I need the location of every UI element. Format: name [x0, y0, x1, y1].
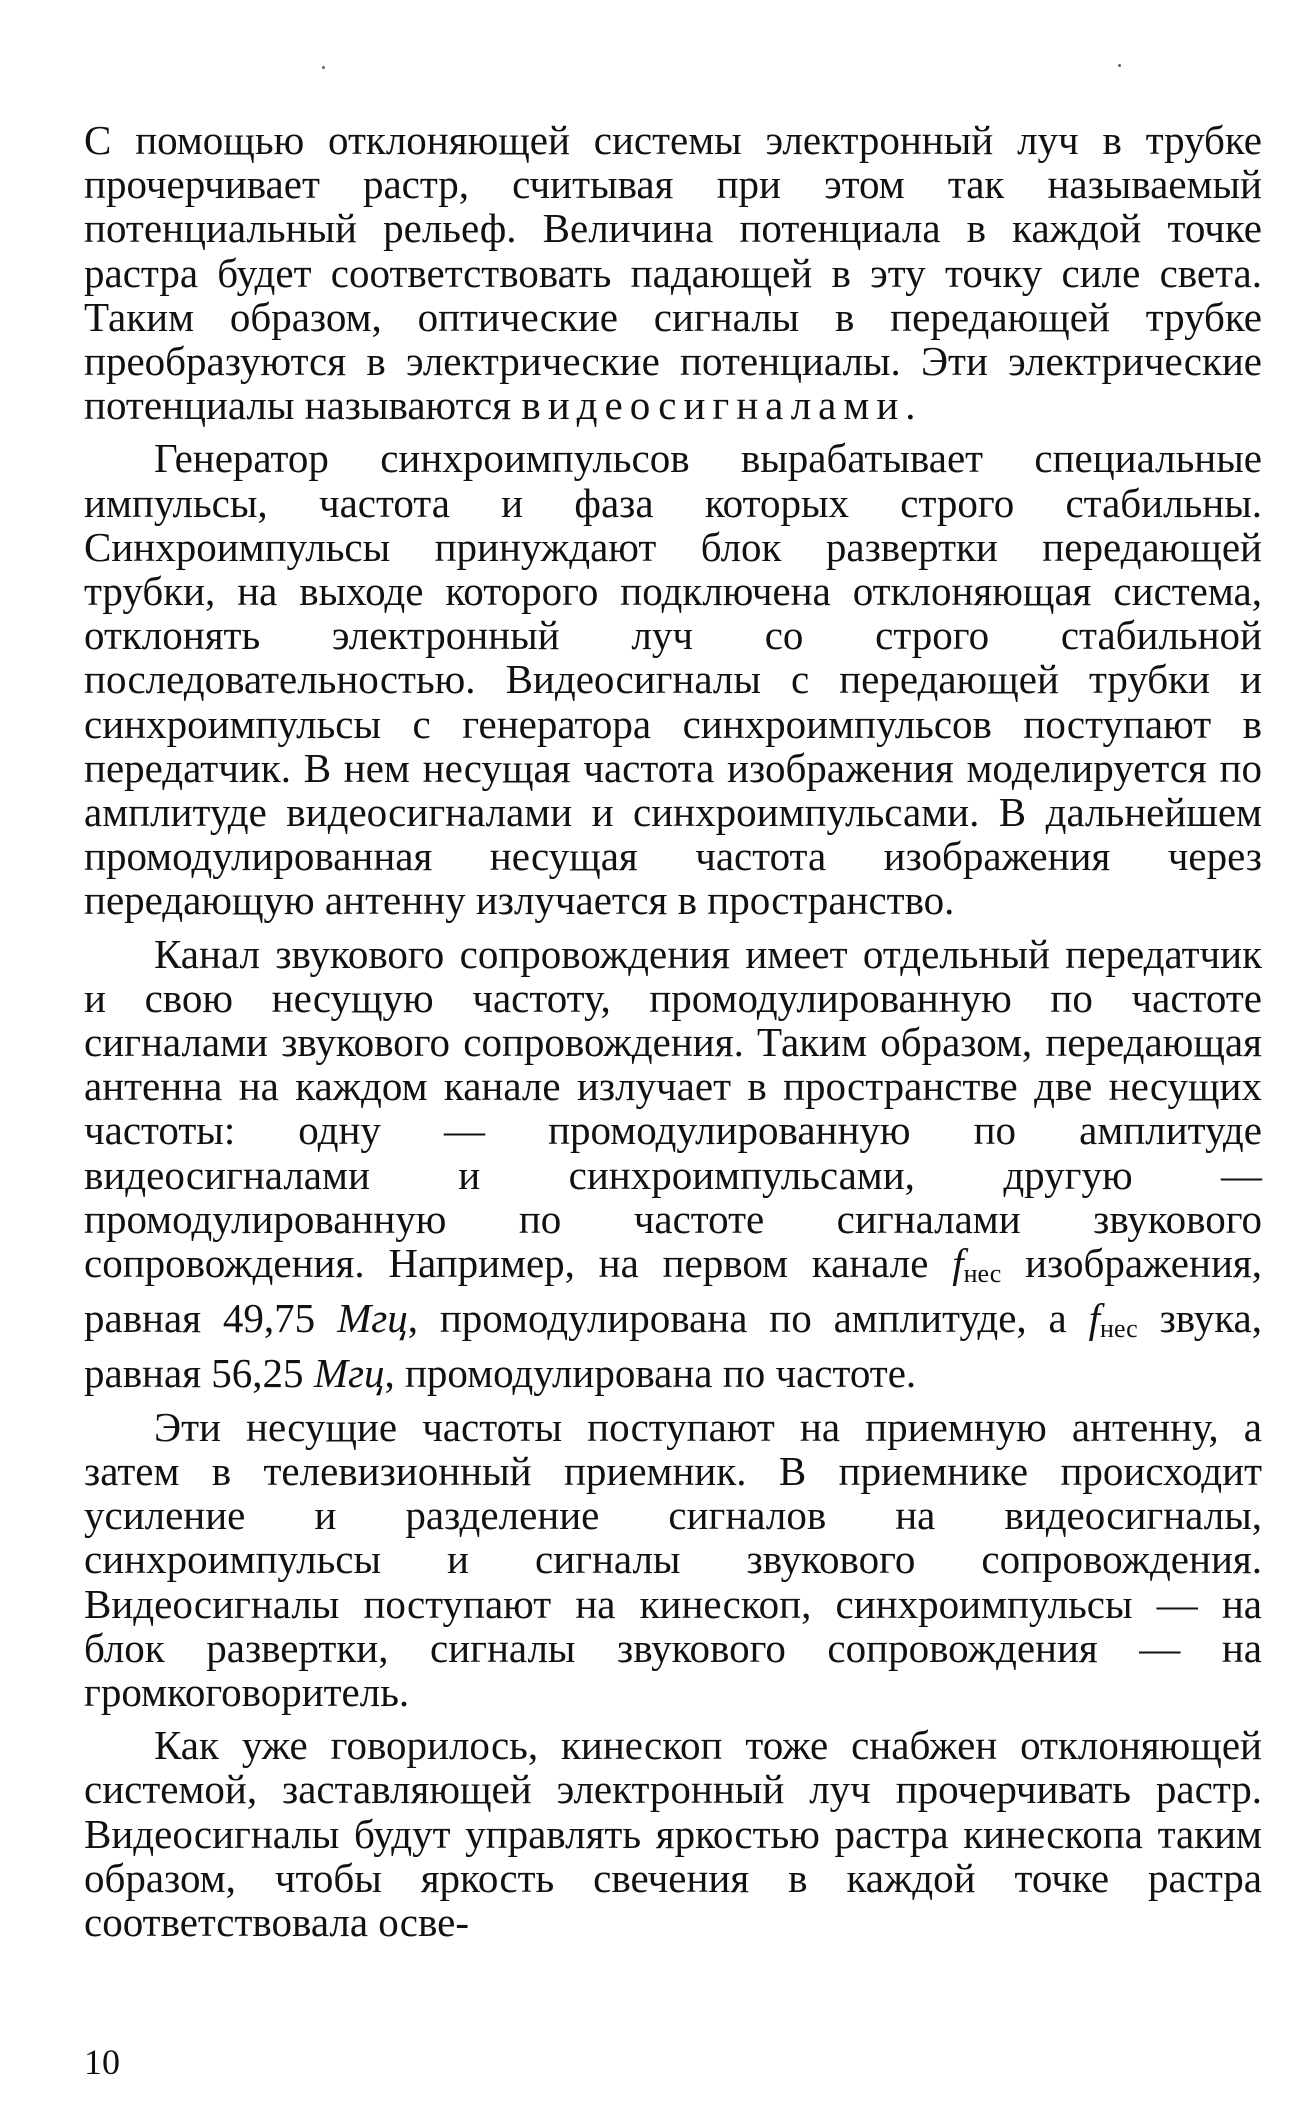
- page-body: [84, 118, 1262, 1953]
- page-number: 10: [84, 2042, 120, 2082]
- unit-label: Мгц: [313, 1350, 385, 1397]
- paragraph-5: Как уже говорилось, кинескоп тоже снабжен отклоняющей системой, заставляющей электронный луч прочерчивать растр. Видеосигналы будут управлять яркостью растра кинескопа таким образом, чтобы яркость свечения в каждой точке растра соответствовала осве-: [84, 1722, 1262, 1945]
- paragraph-4: Эти несущие частоты поступают на приемную антенну, а затем в телевизионный приемник. В приемнике происходит усиление и разделение сигналов на видеосигналы, синхроимпульсы и сигналы звукового сопровождения. Видеосигналы поступают на кинескоп, синхроимпульсы — на блок развертки, сигналы звукового сопровождения — на громкоговоритель.: [84, 1403, 1262, 1715]
- formula-frequency-subscript: нес: [1100, 1314, 1138, 1344]
- paragraph-3-text-b: изображения, равная 49,75: [84, 1240, 1262, 1342]
- paragraph-3-text-e: , промодулирована по частоте.: [384, 1350, 917, 1397]
- emphasized-term: видеосигналами: [521, 382, 906, 429]
- paragraph-3: [84, 932, 1262, 1396]
- formula-frequency-subscript: нес: [963, 1259, 1002, 1289]
- paragraph-3-text-c: , промодулирована по амплитуде, а: [407, 1295, 1089, 1342]
- formula-frequency-symbol: f: [1088, 1295, 1101, 1342]
- formula-frequency-symbol: f: [952, 1240, 964, 1287]
- scan-speck: [322, 66, 325, 69]
- paragraph-2: Генератор синхроимпульсов вырабатывает специальные импульсы, частота и фаза которых строго стабильны. Синхроимпульсы принуждают блок развертки передающей трубки, на выходе которого подключена отклоняющая система, отклонять электронный луч со строго стабильной последовательностью. Видеосигналы с передающей трубки и синхроимпульсы с генератора синхроимпульсов поступают в передатчик. В нем несущая частота изображения моделируется по амплитуде видеосигналами и синхроимпульсами. В дальнейшем промодулированная несущая частота изображения через передающую антенну излучается в пространство.: [84, 435, 1262, 924]
- paragraph-3-text-d: звука, равная 56,25: [84, 1295, 1262, 1397]
- paragraph-3-text-a: Канал звукового сопровождения имеет отдельный передатчик и свою несущую частоту, промодулированную по частоте сигналами звукового сопровождения. Таким образом, передающая антенна на каждом канале излучает в пространстве две несущих частоты: одну — промодулированную по амплитуде видеосигналами и синхроимпульсами, другую — промодулированную по частоте сигналами звукового сопровождения. Например, на первом канале: [84, 930, 1262, 1287]
- scan-speck: [1118, 64, 1121, 67]
- unit-label: Мгц: [337, 1295, 408, 1342]
- paragraph-1-end: .: [905, 382, 916, 429]
- paragraph-1-text: С помощью отклоняющей системы электронный луч в трубке прочерчивает растр, считывая при этом так называемый потенциальный рельеф. Величина потенциала в каждой точке растра будет соответствовать падающей в эту точку силе света. Таким образом, оптические сигналы в передающей трубке преобразуются в электрические потенциалы. Эти электрические потенциалы называются: [84, 117, 1262, 429]
- paragraph-1: [84, 118, 1262, 427]
